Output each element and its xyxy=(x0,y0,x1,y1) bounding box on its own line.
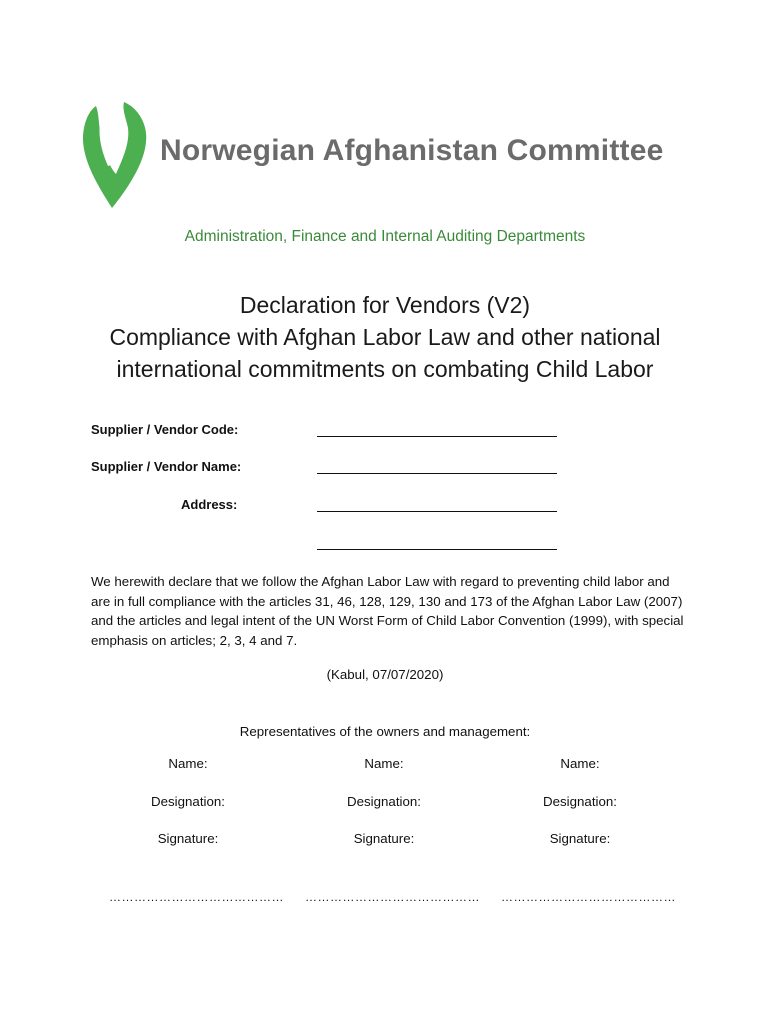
representatives-heading: Representatives of the owners and management: xyxy=(239,724,531,739)
document-title-line-1: Declaration for Vendors (V2) xyxy=(239,292,531,318)
signatory-3-designation-label: Designation: xyxy=(543,794,617,809)
date-place: (Kabul, 07/07/2020) xyxy=(326,667,444,682)
vendor-name-field[interactable] xyxy=(317,473,557,474)
declaration-paragraph: We herewith declare that we follow the Afghan Labor Law with regard to preventing child labor and are in full compliance with the articles 31, 46, 128, 129, 130 and 173 of the Afghan Labor Law (2007) and the articles and legal intent of the UN Worst Form of Child Labor Convention (1999), with special emphasis on articles; 2, 3, 4 and 7. xyxy=(91,574,684,648)
signatory-2-name-label: Name: xyxy=(364,756,404,771)
signatory-1-signature-line[interactable]: …………………………………… xyxy=(109,890,284,904)
signatory-1-name-label: Name: xyxy=(168,756,208,771)
heart-leaf-logo-icon xyxy=(78,98,153,213)
signatory-2-signature-label: Signature: xyxy=(353,831,415,846)
address-field-line-1[interactable] xyxy=(317,511,557,512)
signatory-1-designation-label: Designation: xyxy=(151,794,225,809)
document-title-line-3: international commitments on combating Child Labor xyxy=(116,356,654,382)
signatory-2-signature-line[interactable]: …………………………………… xyxy=(305,890,480,904)
signatory-2-designation-label: Designation: xyxy=(347,794,421,809)
department-subtitle: Administration, Finance and Internal Auditing Departments xyxy=(184,228,586,245)
vendor-code-label: Supplier / Vendor Code: xyxy=(91,422,239,437)
vendor-name-label: Supplier / Vendor Name: xyxy=(91,459,242,474)
document-title-line-2: Compliance with Afghan Labor Law and other national xyxy=(109,324,661,350)
signatory-3-name-label: Name: xyxy=(560,756,600,771)
address-field-line-2[interactable] xyxy=(317,549,557,550)
vendor-code-field[interactable] xyxy=(317,436,557,437)
organization-name: Norwegian Afghanistan Committee xyxy=(160,134,664,167)
signatory-1-signature-label: Signature: xyxy=(157,831,219,846)
signatory-3-signature-label: Signature: xyxy=(549,831,611,846)
signatory-3-signature-line[interactable]: …………………………………… xyxy=(501,890,676,904)
address-label: Address: xyxy=(181,497,238,512)
